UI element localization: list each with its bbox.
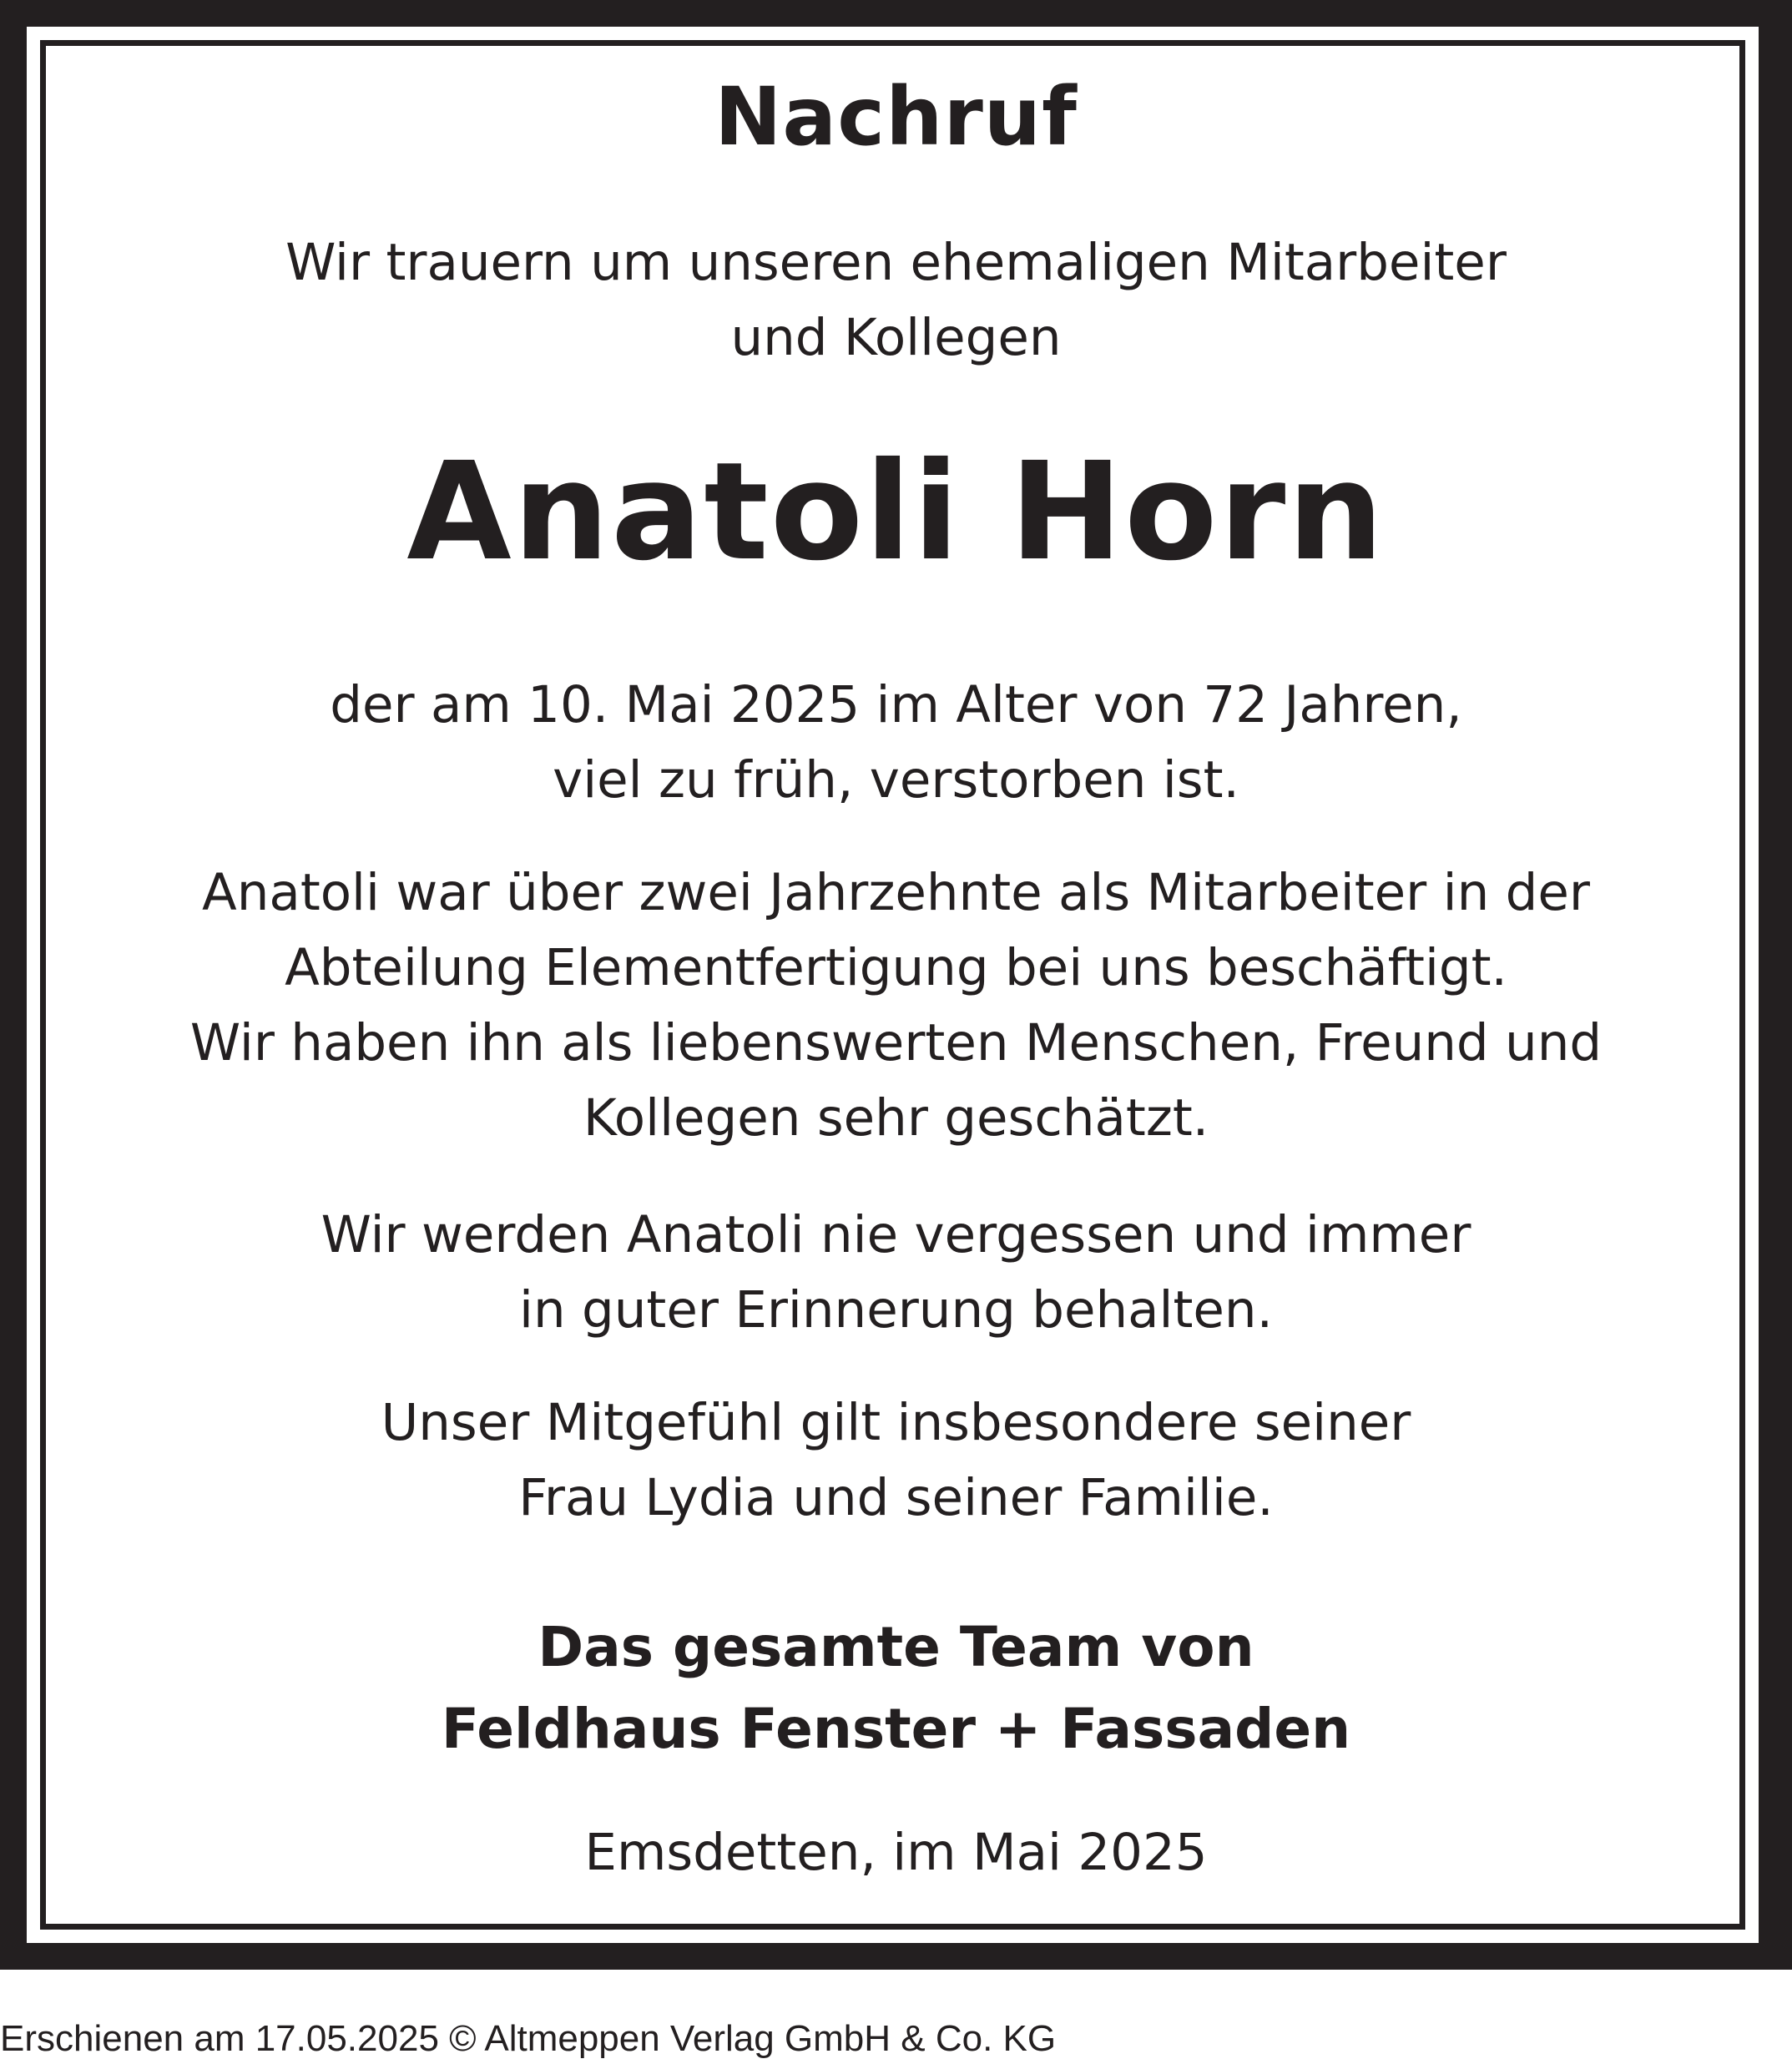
death-line-1: der am 10. Mai 2025 im Alter von 72 Jahren, xyxy=(330,675,1462,734)
deceased-name: Anatoli Horn xyxy=(406,434,1386,591)
signature-line-2: Feldhaus Fenster + Fassaden xyxy=(441,1697,1351,1761)
obituary-content xyxy=(50,50,1742,1920)
death-line-2: viel zu früh, verstorben ist. xyxy=(553,750,1239,810)
career-line-3: Wir haben ihn als liebenswerten Menschen, Freund und xyxy=(189,1013,1603,1072)
place-date: Emsdetten, im Mai 2025 xyxy=(584,1823,1208,1882)
publication-credit: Erschienen am 17.05.2025 © Altmeppen Verlag GmbH & Co. KG xyxy=(0,2018,1057,2059)
sympathy-line-1: Unser Mitgefühl gilt insbesondere seiner xyxy=(381,1393,1411,1452)
intro-line-1: Wir trauern um unseren ehemaligen Mitarbeiter xyxy=(285,233,1507,292)
career-line-2: Abteilung Elementfertigung bei uns beschäftigt. xyxy=(285,938,1507,997)
memory-line-1: Wir werden Anatoli nie vergessen und immer xyxy=(321,1205,1471,1264)
signature-line-1: Das gesamte Team von xyxy=(538,1615,1254,1679)
career-line-1: Anatoli war über zwei Jahrzehnte als Mitarbeiter in der xyxy=(202,863,1590,922)
intro-line-2: und Kollegen xyxy=(730,308,1062,367)
memory-line-2: in guter Erinnerung behalten. xyxy=(519,1280,1273,1340)
career-line-4: Kollegen sehr geschätzt. xyxy=(583,1088,1209,1148)
sympathy-line-2: Frau Lydia und seiner Familie. xyxy=(518,1468,1274,1527)
obituary-heading: Nachruf xyxy=(714,70,1078,164)
